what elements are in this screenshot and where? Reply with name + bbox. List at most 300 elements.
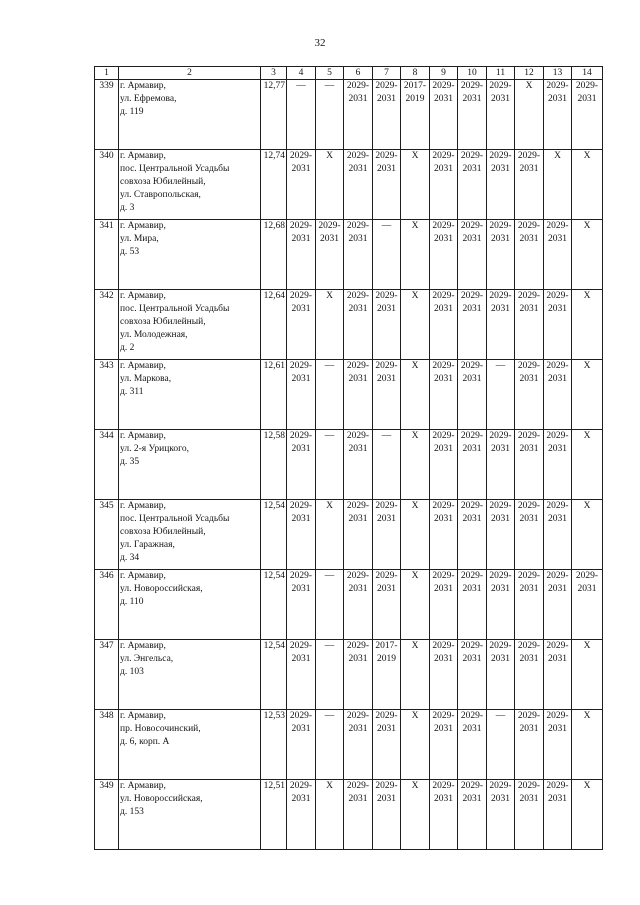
column-header: 6 xyxy=(344,67,373,80)
column-header: 9 xyxy=(430,67,458,80)
row-number: 348 xyxy=(95,710,119,780)
period-line: 2029- xyxy=(517,781,541,791)
period-line: 2031 xyxy=(519,794,539,804)
period-line: 2031 xyxy=(377,514,396,524)
period-line: 2029- xyxy=(346,641,370,651)
address-line: пос. Центральной Усадьбы xyxy=(120,514,230,524)
period-line: 2029- xyxy=(432,571,455,581)
period-line: 2029- xyxy=(575,571,599,581)
period-cell xyxy=(373,710,401,780)
period-cell xyxy=(401,150,430,220)
period-cell xyxy=(487,640,515,710)
period-line: 2029- xyxy=(546,431,569,441)
period-line: 2029- xyxy=(318,221,341,231)
period-line: — xyxy=(324,431,335,441)
table-row xyxy=(95,710,603,780)
address-line: г. Армавир, xyxy=(120,431,166,441)
row-number: 349 xyxy=(95,780,119,850)
address-line: ул. Ставропольская, xyxy=(120,190,201,200)
period-line: 2031 xyxy=(434,234,453,244)
period-cell xyxy=(430,80,458,150)
housing-registry-table xyxy=(94,66,603,850)
period-cell xyxy=(344,290,373,360)
period-line: 2031 xyxy=(348,724,368,734)
address-line: пос. Центральной Усадьбы xyxy=(120,164,230,174)
period-line: X xyxy=(326,151,333,161)
period-cell xyxy=(316,80,344,150)
period-line: 2031 xyxy=(491,234,510,244)
period-cell xyxy=(316,220,344,290)
period-cell xyxy=(344,430,373,500)
address-line: г. Армавир, xyxy=(120,361,166,371)
period-line: 2031 xyxy=(462,584,482,594)
table-row xyxy=(95,290,603,360)
table-row xyxy=(95,150,603,220)
period-line: X xyxy=(411,571,419,581)
address-cell xyxy=(119,220,261,290)
period-line: 2029- xyxy=(375,501,398,511)
period-cell xyxy=(458,80,487,150)
address-line: ул. Гаражная, xyxy=(120,540,175,550)
period-cell xyxy=(373,500,401,570)
period-line: 2031 xyxy=(320,234,339,244)
period-line: 2029- xyxy=(375,711,398,721)
period-line: 2029- xyxy=(432,711,455,721)
period-line: X xyxy=(583,641,591,651)
table-row xyxy=(95,780,603,850)
period-cell xyxy=(287,780,316,850)
period-line: 2031 xyxy=(548,374,567,384)
period-cell xyxy=(373,150,401,220)
address-line: д. 119 xyxy=(120,107,144,117)
period-line: X xyxy=(411,781,419,791)
period-line: 2029- xyxy=(289,431,313,441)
period-line: 2031 xyxy=(348,514,368,524)
period-line: 2029- xyxy=(289,571,313,581)
address-cell xyxy=(119,360,261,430)
period-cell xyxy=(544,430,572,500)
period-line: 2029- xyxy=(432,641,455,651)
address-line: совхоза Юбилейный, xyxy=(120,317,206,327)
address-cell xyxy=(119,640,261,710)
period-line: 2031 xyxy=(434,304,453,314)
period-line: X xyxy=(583,291,591,301)
period-line: 2029- xyxy=(489,81,512,91)
period-cell xyxy=(458,500,487,570)
period-line: 2029- xyxy=(546,501,569,511)
period-line: X xyxy=(583,431,591,441)
period-cell xyxy=(572,430,603,500)
period-line: 2031 xyxy=(519,584,539,594)
period-cell xyxy=(401,80,430,150)
period-cell xyxy=(487,80,515,150)
period-line: X xyxy=(583,711,591,721)
period-line: 2029- xyxy=(517,571,541,581)
address-line: д. 53 xyxy=(120,247,140,257)
table-row xyxy=(95,220,603,290)
period-line: 2031 xyxy=(462,654,482,664)
period-cell xyxy=(287,150,316,220)
period-line: 2031 xyxy=(291,444,311,454)
period-cell xyxy=(572,150,603,220)
period-line: 2029- xyxy=(517,291,541,301)
period-line: 2031 xyxy=(548,514,567,524)
period-line: 2031 xyxy=(434,374,453,384)
period-cell xyxy=(487,220,515,290)
period-line: 2017- xyxy=(375,641,398,651)
address-cell xyxy=(119,710,261,780)
period-cell xyxy=(430,640,458,710)
period-line: 2031 xyxy=(291,584,311,594)
period-line: 2031 xyxy=(348,584,368,594)
period-line: 2029- xyxy=(432,291,455,301)
period-line: 2031 xyxy=(548,444,567,454)
period-cell xyxy=(572,570,603,640)
period-line: 2031 xyxy=(434,164,453,174)
period-line: X xyxy=(326,781,333,791)
address-line: г. Армавир, xyxy=(120,641,166,651)
period-line: 2031 xyxy=(491,444,510,454)
period-line: X xyxy=(326,501,333,511)
period-line: 2029- xyxy=(289,711,313,721)
value-cell: 12,54 xyxy=(261,500,287,570)
period-line: X xyxy=(525,81,533,91)
period-line: 2031 xyxy=(348,234,368,244)
period-line: 2031 xyxy=(291,234,311,244)
row-number: 347 xyxy=(95,640,119,710)
period-cell xyxy=(544,780,572,850)
period-line: 2029- xyxy=(375,781,398,791)
period-cell xyxy=(287,500,316,570)
value-cell: 12,53 xyxy=(261,710,287,780)
column-header: 13 xyxy=(544,67,572,80)
period-cell xyxy=(487,780,515,850)
row-number: 346 xyxy=(95,570,119,640)
period-line: 2031 xyxy=(577,94,597,104)
period-line: X xyxy=(411,221,419,231)
period-cell xyxy=(344,710,373,780)
period-line: 2031 xyxy=(291,654,311,664)
period-line: 2031 xyxy=(348,374,368,384)
period-cell xyxy=(430,290,458,360)
period-cell xyxy=(572,640,603,710)
table-body xyxy=(95,80,603,850)
row-number: 344 xyxy=(95,430,119,500)
address-line: г. Армавир, xyxy=(120,151,166,161)
period-line: 2031 xyxy=(491,654,510,664)
period-line: 2031 xyxy=(291,164,311,174)
period-line: 2029- xyxy=(432,361,455,371)
period-cell xyxy=(287,430,316,500)
period-cell xyxy=(373,360,401,430)
period-line: 2031 xyxy=(348,794,368,804)
period-line: 2029- xyxy=(460,361,484,371)
address-line: ул. Новороссийская, xyxy=(120,794,203,804)
period-cell xyxy=(572,710,603,780)
period-cell xyxy=(344,220,373,290)
period-cell xyxy=(458,640,487,710)
period-cell xyxy=(401,220,430,290)
period-line: 2029- xyxy=(346,361,370,371)
period-cell xyxy=(458,780,487,850)
period-line: X xyxy=(583,501,591,511)
period-cell xyxy=(401,290,430,360)
period-cell xyxy=(401,780,430,850)
period-line: 2029- xyxy=(432,221,455,231)
period-cell xyxy=(401,640,430,710)
period-line: 2031 xyxy=(519,234,539,244)
period-line: 2031 xyxy=(377,304,396,314)
period-cell xyxy=(316,290,344,360)
address-line: ул. Мира, xyxy=(120,234,159,244)
period-line: 2029- xyxy=(517,431,541,441)
period-line: 2031 xyxy=(577,584,597,594)
period-line: 2029- xyxy=(460,641,484,651)
period-cell xyxy=(515,500,544,570)
period-cell xyxy=(430,710,458,780)
address-line: ул. Новороссийская, xyxy=(120,584,203,594)
period-cell xyxy=(287,360,316,430)
period-line: 2031 xyxy=(462,234,482,244)
period-line: 2031 xyxy=(462,374,482,384)
period-line: 2031 xyxy=(434,724,453,734)
period-line: 2029- xyxy=(346,221,370,231)
column-header: 11 xyxy=(487,67,515,80)
period-line: 2029- xyxy=(432,81,455,91)
period-line: 2031 xyxy=(519,374,539,384)
period-line: 2029- xyxy=(546,711,569,721)
period-line: X xyxy=(411,291,419,301)
period-cell xyxy=(316,780,344,850)
period-cell xyxy=(572,780,603,850)
period-line: 2031 xyxy=(291,304,311,314)
period-line: X xyxy=(411,361,419,371)
period-cell xyxy=(458,360,487,430)
period-cell xyxy=(430,150,458,220)
period-cell xyxy=(344,150,373,220)
address-cell xyxy=(119,500,261,570)
period-line: X xyxy=(554,151,561,161)
table-row xyxy=(95,80,603,150)
period-line: 2029- xyxy=(346,711,370,721)
period-cell xyxy=(487,710,515,780)
period-line: 2031 xyxy=(491,304,510,314)
period-line: 2029- xyxy=(432,501,455,511)
period-cell xyxy=(401,500,430,570)
address-line: д. 6, корп. А xyxy=(120,737,170,747)
period-line: 2029- xyxy=(346,291,370,301)
address-line: д. 103 xyxy=(120,667,144,677)
period-line: 2029- xyxy=(460,151,484,161)
period-cell xyxy=(373,640,401,710)
row-number: 342 xyxy=(95,290,119,360)
period-line: 2031 xyxy=(434,444,453,454)
period-line: 2031 xyxy=(491,164,510,174)
period-line: 2031 xyxy=(291,514,311,524)
period-line: 2029- xyxy=(546,641,569,651)
period-cell xyxy=(544,150,572,220)
period-cell xyxy=(572,500,603,570)
period-cell xyxy=(458,710,487,780)
period-cell xyxy=(316,360,344,430)
address-line: ул. Ефремова, xyxy=(120,94,177,104)
period-line: 2031 xyxy=(548,724,567,734)
period-line: — xyxy=(381,221,392,231)
address-cell xyxy=(119,780,261,850)
period-line: 2029- xyxy=(517,151,541,161)
address-line: д. 311 xyxy=(120,387,144,397)
period-cell xyxy=(487,430,515,500)
period-line: — xyxy=(296,81,306,91)
period-line: 2029- xyxy=(289,291,313,301)
period-cell xyxy=(373,220,401,290)
period-cell xyxy=(515,220,544,290)
period-cell xyxy=(544,570,572,640)
period-line: 2031 xyxy=(548,584,567,594)
period-line: 2029- xyxy=(375,291,398,301)
period-cell xyxy=(287,570,316,640)
period-cell xyxy=(487,290,515,360)
period-line: 2029- xyxy=(517,221,541,231)
period-line: 2031 xyxy=(434,794,453,804)
period-line: 2031 xyxy=(462,164,482,174)
period-cell xyxy=(515,710,544,780)
period-line: 2029- xyxy=(546,361,569,371)
period-cell xyxy=(316,430,344,500)
row-number: 340 xyxy=(95,150,119,220)
period-cell xyxy=(572,360,603,430)
period-line: 2029- xyxy=(460,781,484,791)
period-cell xyxy=(544,80,572,150)
period-line: 2019 xyxy=(377,654,396,664)
address-line: пос. Центральной Усадьбы xyxy=(120,304,230,314)
period-line: 2019 xyxy=(405,94,425,104)
address-cell xyxy=(119,80,261,150)
period-line: — xyxy=(324,81,335,91)
address-line: д. 153 xyxy=(120,807,144,817)
period-line: 2031 xyxy=(548,234,567,244)
period-cell xyxy=(544,710,572,780)
period-cell xyxy=(344,640,373,710)
period-line: X xyxy=(411,151,419,161)
period-line: 2031 xyxy=(462,794,482,804)
period-line: 2029- xyxy=(489,151,512,161)
column-header: 5 xyxy=(316,67,344,80)
period-line: 2029- xyxy=(460,431,484,441)
period-line: 2029- xyxy=(546,781,569,791)
row-number: 345 xyxy=(95,500,119,570)
period-line: 2029- xyxy=(289,501,313,511)
period-line: 2029- xyxy=(546,81,569,91)
period-line: 2029- xyxy=(375,151,398,161)
period-line: 2031 xyxy=(462,724,482,734)
address-line: д. 35 xyxy=(120,457,140,467)
value-cell: 12,68 xyxy=(261,220,287,290)
period-line: 2029- xyxy=(346,571,370,581)
address-line: г. Армавир, xyxy=(120,781,166,791)
period-cell xyxy=(515,360,544,430)
address-line: г. Армавир, xyxy=(120,571,166,581)
period-cell xyxy=(373,80,401,150)
period-cell xyxy=(572,290,603,360)
period-cell xyxy=(458,570,487,640)
value-cell: 12,61 xyxy=(261,360,287,430)
period-line: 2029- xyxy=(546,221,569,231)
period-line: 2029- xyxy=(546,571,569,581)
period-cell xyxy=(316,640,344,710)
period-line: 2029- xyxy=(346,431,370,441)
period-line: 2029- xyxy=(289,641,313,651)
column-header: 10 xyxy=(458,67,487,80)
column-header: 12 xyxy=(515,67,544,80)
period-line: 2029- xyxy=(460,81,484,91)
table-header-row xyxy=(95,67,603,80)
period-line: 2029- xyxy=(489,221,512,231)
period-cell xyxy=(430,780,458,850)
period-line: X xyxy=(583,221,591,231)
period-line: 2031 xyxy=(291,374,311,384)
period-cell xyxy=(515,640,544,710)
period-line: — xyxy=(324,641,335,651)
period-line: 2031 xyxy=(377,724,396,734)
address-line: ул. Молодежная, xyxy=(120,330,188,340)
period-line: 2029- xyxy=(346,781,370,791)
period-cell xyxy=(544,500,572,570)
period-line: X xyxy=(411,711,419,721)
period-line: X xyxy=(411,431,419,441)
period-line: X xyxy=(583,781,591,791)
address-line: г. Армавир, xyxy=(120,501,166,511)
address-line: д. 2 xyxy=(120,343,135,353)
column-header: 7 xyxy=(373,67,401,80)
address-line: ул. Маркова, xyxy=(120,374,172,384)
period-line: X xyxy=(411,641,419,651)
period-line: 2029- xyxy=(289,361,313,371)
period-line: 2029- xyxy=(489,781,512,791)
period-cell xyxy=(430,570,458,640)
value-cell: 12,51 xyxy=(261,780,287,850)
period-line: 2031 xyxy=(491,514,510,524)
period-cell xyxy=(515,780,544,850)
period-line: 2031 xyxy=(377,94,396,104)
period-cell xyxy=(515,80,544,150)
period-line: 2029- xyxy=(489,501,512,511)
period-line: 2029- xyxy=(375,81,398,91)
period-line: — xyxy=(324,361,335,371)
table-row xyxy=(95,570,603,640)
period-line: — xyxy=(495,361,506,371)
period-cell xyxy=(458,430,487,500)
period-line: 2031 xyxy=(434,584,453,594)
period-line: 2031 xyxy=(519,724,539,734)
period-line: 2031 xyxy=(348,304,368,314)
period-line: 2031 xyxy=(519,514,539,524)
period-cell xyxy=(287,80,316,150)
period-line: 2031 xyxy=(462,304,482,314)
period-cell xyxy=(401,710,430,780)
period-cell xyxy=(487,360,515,430)
period-line: 2031 xyxy=(519,444,539,454)
column-header: 8 xyxy=(401,67,430,80)
address-line: совхоза Юбилейный, xyxy=(120,177,206,187)
period-cell xyxy=(544,220,572,290)
period-line: 2031 xyxy=(348,444,368,454)
period-cell xyxy=(572,80,603,150)
period-line: X xyxy=(583,151,591,161)
period-line: 2031 xyxy=(491,794,510,804)
column-header: 3 xyxy=(261,67,287,80)
value-cell: 12,77 xyxy=(261,80,287,150)
